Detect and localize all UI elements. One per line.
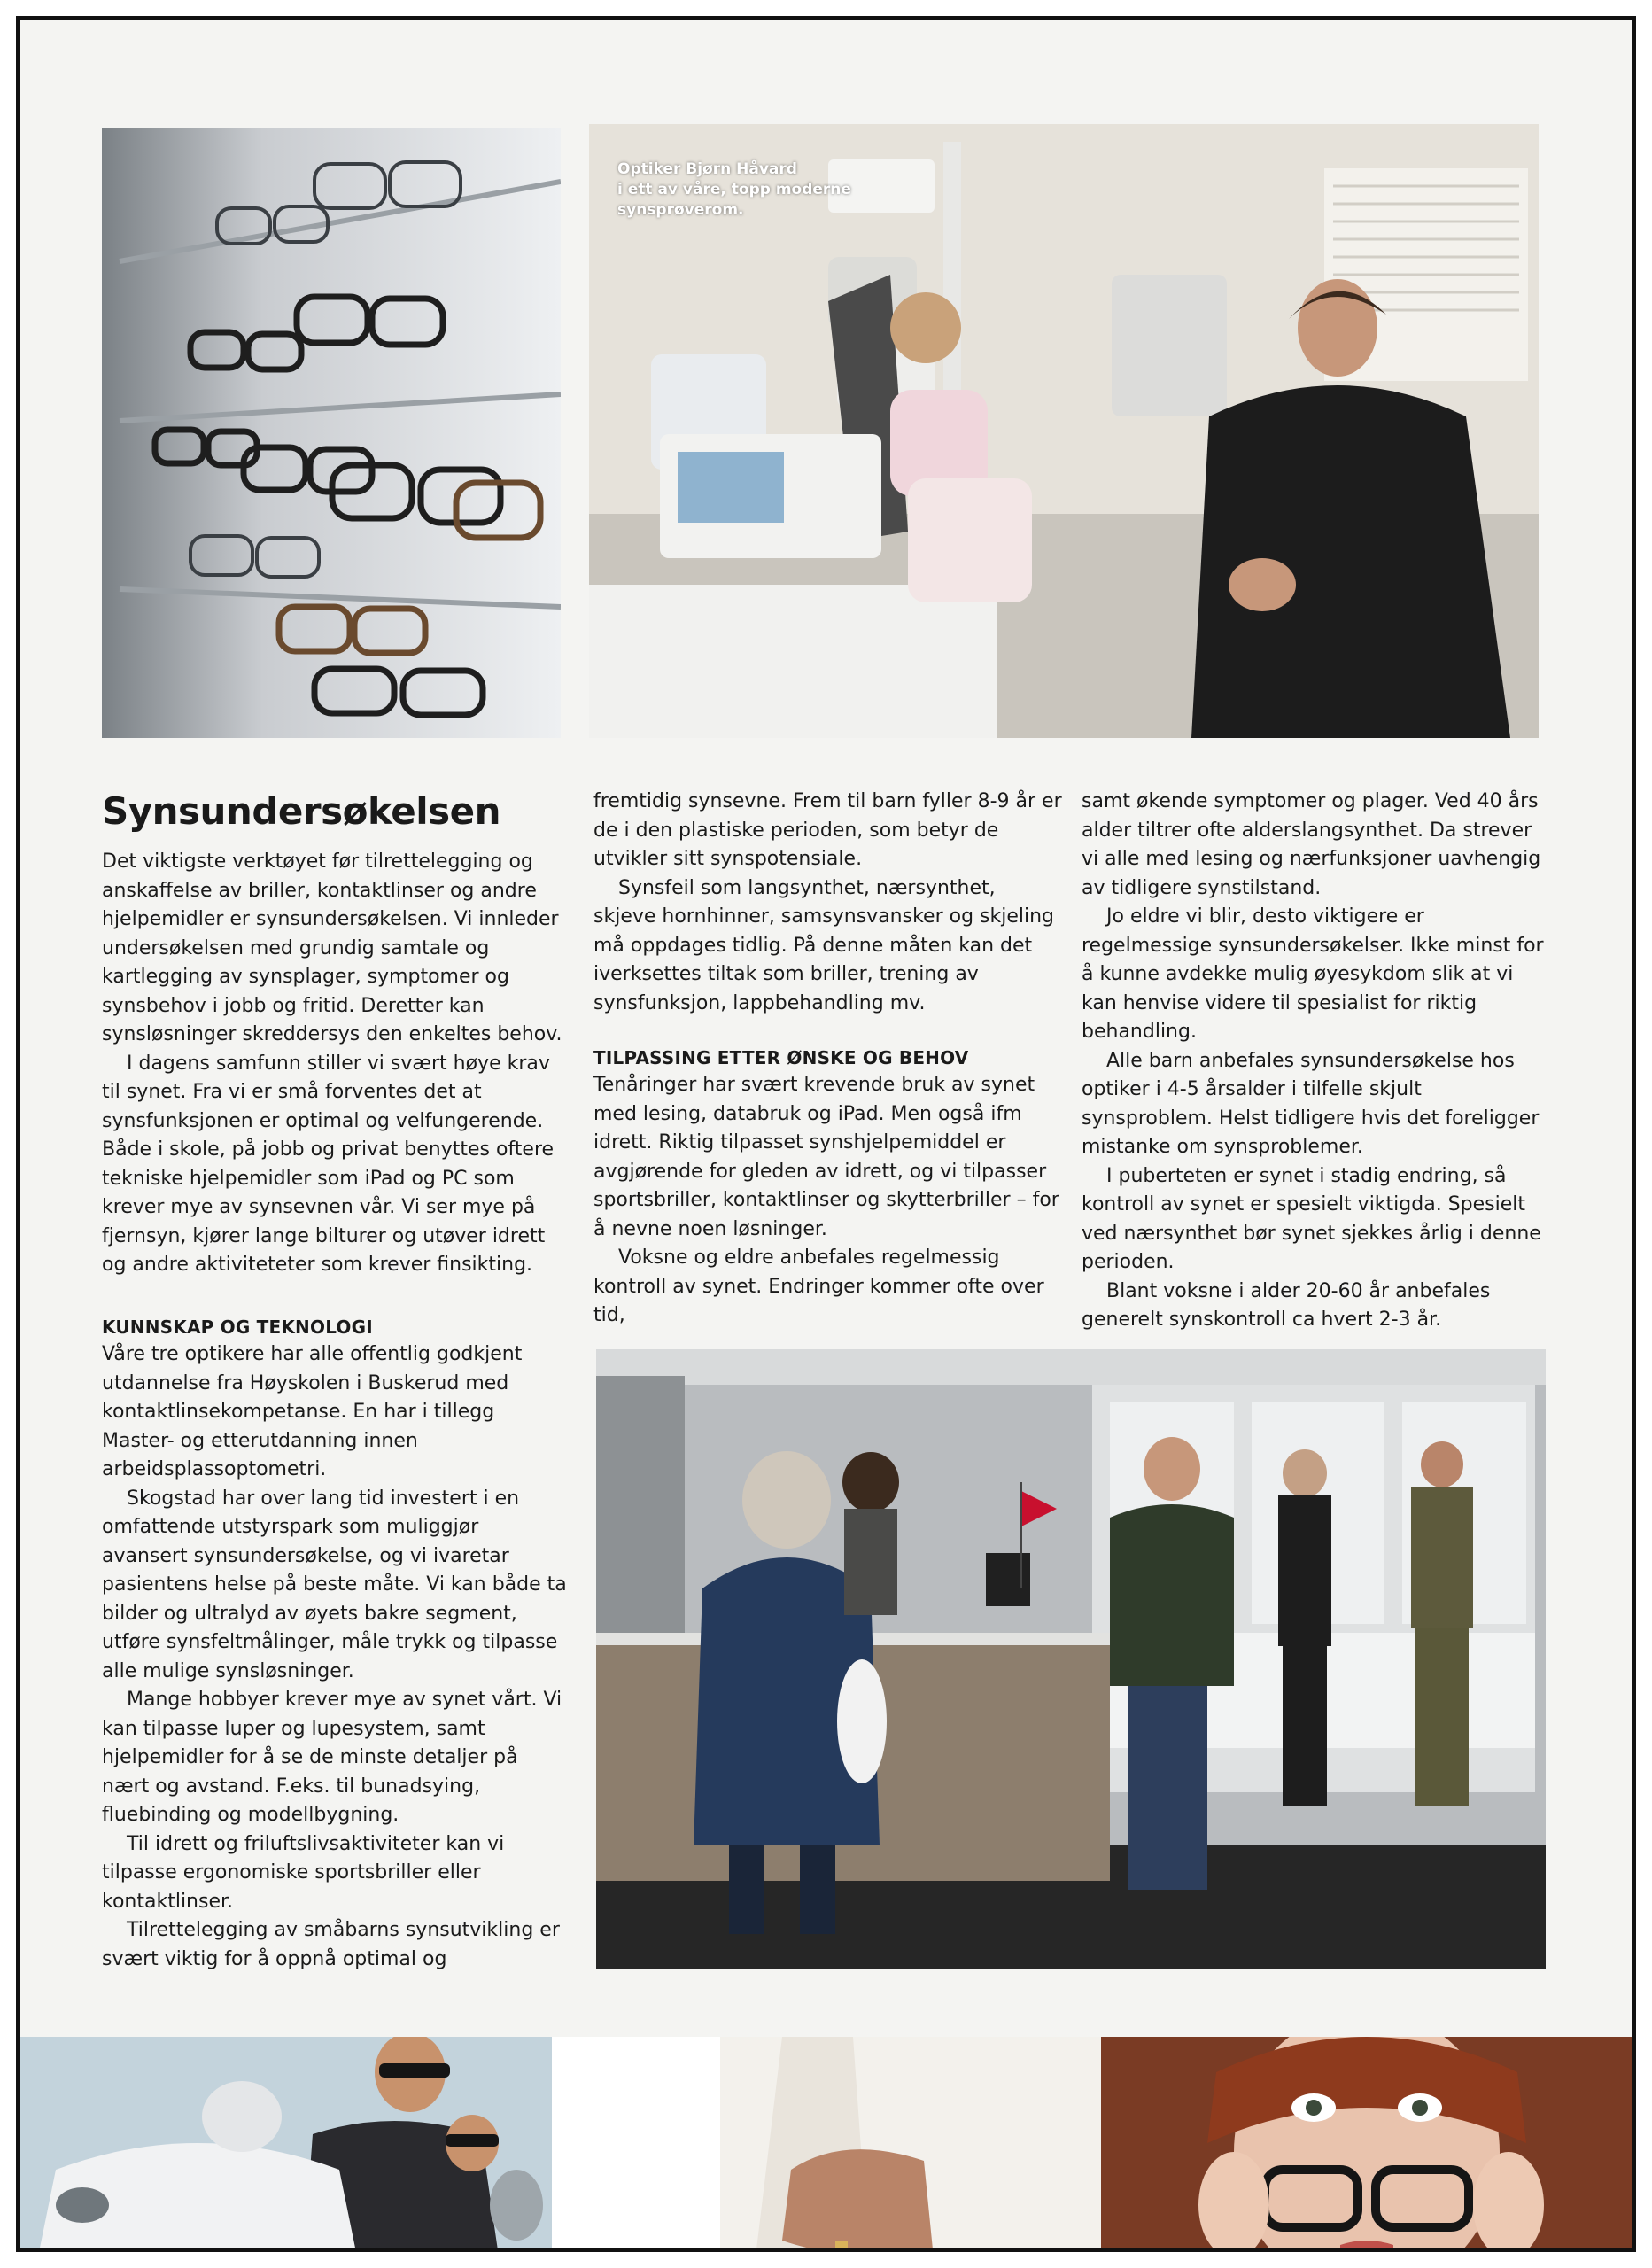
article-paragraph: Voksne og eldre anbefales regelmessig kontroll av synet. Endringer kommer ofte over tid, — [593, 1247, 1044, 1326]
caption-line: i ett av våre, topp moderne — [617, 181, 851, 198]
article-paragraph: Tilrettelegging av småbarns synsutvikling er svært viktig for å oppnå optimal og — [102, 1919, 560, 1970]
article-paragraph: Blant voksne i alder 20-60 år anbefales generelt synskontroll ca hvert 2-3 år. — [1082, 1279, 1491, 1331]
section-heading: TILPASSING ETTER ØNSKE OG BEHOV — [593, 1047, 969, 1068]
article-paragraph: Alle barn anbefales synsundersøkelse hos optiker i 4-5 årsalder i tilfelle skjult synsproblem. Helst tidligere hvis det foreligger mistanke om synsproblemer. — [1082, 1049, 1540, 1158]
article-paragraph: Tenåringer har svært krevende bruk av synet med lesing, databruk og iPad. Men også ifm idrett. Riktig tilpasset synshjelpemiddel er avgjørende for gleden av idrett, og vi tilpasser sportsbriller, kontaktlinser og skytterbriller – for å nevne noen løsninger. — [593, 1074, 1059, 1240]
article-column-1-lower — [102, 1314, 570, 1974]
photo-caption — [617, 159, 883, 221]
caption-line: synsprøverom. — [617, 201, 744, 219]
article-paragraph: Jo eldre vi blir, desto viktigere er regelmessige synsundersøkelser. Ikke minst for å kunne avdekke mulig øyesykdom slik at vi kan henvise videre til spesialist for riktig behandling. — [1082, 905, 1544, 1043]
woman-with-glasses-photo — [1101, 2037, 1636, 2252]
article-paragraph: Synsfeil som langsynthet, nærsynthet, skjeve hornhinner, samsynsvansker og skjeling må oppdages tidlig. På denne måten kan det iverksettes tiltak som briller, trening av synsfunksjon, lappbehandling mv. — [593, 876, 1055, 1014]
scooter-couple-photo — [20, 2037, 552, 2252]
article-paragraph: Våre tre optikere har alle offentlig godkjent utdannelse fra Høyskolen i Buskerud med kontaktlinsekompetanse. En har i tillegg Master- og etterutdanning innen arbeidsplassoptometri. — [102, 1343, 523, 1480]
caption-line: Optiker Bjørn Håvard — [617, 160, 797, 178]
article-paragraph: Det viktigste verktøyet før tilrettelegging og anskaffelse av briller, kontaktlinser og andre hjelpemidler er synsundersøkelsen. Vi innleder undersøkelsen med grundig samtale og kartlegging av synsplager, symptomer og synsbehov i jobb og fritid. Deretter kan synsløsninger skreddersys den enkeltes behov. — [102, 850, 562, 1045]
article-paragraph: fremtidig synsevne. Frem til barn fyller 8-9 år er de i den plastiske perioden, som betyr de utvikler sitt synspotensiale. — [593, 790, 1062, 870]
article-column-2 — [593, 788, 1063, 1331]
article-column-1 — [102, 788, 570, 1280]
section-heading: KUNNSKAP OG TEKNOLOGI — [102, 1317, 373, 1338]
article-paragraph: samt økende symptomer og plager. Ved 40 års alder tiltrer ofte alderslangsynthet. Da strever vi alle med lesing og nærfunksjoner uavhengig av tidligere synstilstand. — [1082, 790, 1541, 899]
article-column-3 — [1082, 788, 1551, 1335]
article-paragraph: I puberteten er synet i stadig endring, så kontroll av synet er spesielt viktigda. Spesielt ved nærsynthet bør synet sjekkes årlig i denne perioden. — [1082, 1164, 1541, 1273]
article-paragraph: I dagens samfunn stiller vi svært høye krav til synet. Fra vi er små forventes det at synsfunksjonen er optimal og velfungerende. Både i skole, på jobb og privat benyttes oftere tekniske hjelpemidler som iPad og PC som krever mye av synsevnen vår. Vi ser mye på fjernsyn, kjører lange bilturer og utøver idrett og andre aktiviteteter som krever finsikting. — [102, 1052, 555, 1276]
article-paragraph: Mange hobbyer krever mye av synet vårt. Vi kan tilpasse luper og lupesystem, samt hjelpemidler for å se de minste detaljer på nært og avstand. F.eks. til bunadsying, fluebinding og modellbygning. — [102, 1689, 562, 1826]
article-paragraph: Til idrett og friluftslivsaktiviteter kan vi tilpasse ergonomiske sportsbriller eller kontaktlinser. — [102, 1832, 505, 1913]
eyeglasses-wall-photo — [102, 128, 561, 738]
article-paragraph: Skogstad har over lang tid investert i en omfattende utstyrspark som muliggjør avansert synsundersøkelse, og vi ivaretar pasientens helse på beste måte. Vi kan både ta bilder og ultralyd av øyets bakre segment, utføre synsfeltmålinger, måle trykk og tilpasse alle mulige synsløsninger. — [102, 1487, 567, 1682]
hands-photo — [552, 2037, 1101, 2252]
article-title: Synsundersøkelsen — [102, 789, 501, 833]
magazine-page — [16, 16, 1636, 2252]
shop-interior-photo — [596, 1349, 1546, 1969]
